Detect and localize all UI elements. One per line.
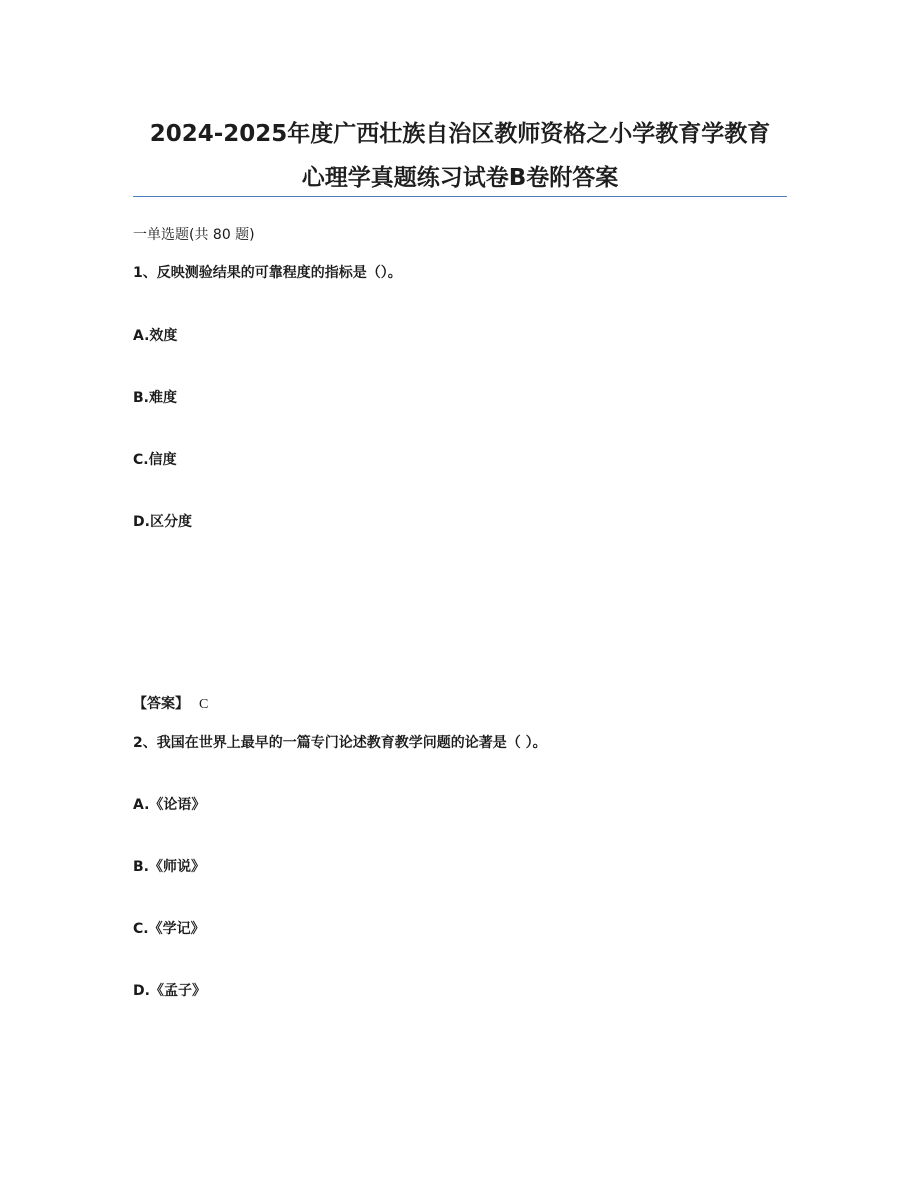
question-2-option-c: C.《学记》 [133, 921, 205, 937]
question-2-option-a: A.《论语》 [133, 797, 206, 813]
question-1-answer [133, 693, 208, 713]
question-1-stem: 1、反映测验结果的可靠程度的指标是（）。 [133, 265, 402, 281]
title-divider [133, 196, 787, 197]
question-1-option-a: A.效度 [133, 328, 178, 344]
question-2-option-b: B.《师说》 [133, 859, 205, 875]
section-heading: 一单选题(共 80 题) [133, 227, 255, 243]
question-1-option-b: B.难度 [133, 390, 177, 406]
question-2-option-d: D.《孟子》 [133, 983, 206, 999]
answer-label: 【答案】 [133, 696, 189, 712]
answer-value: C [199, 697, 209, 712]
question-1-option-c: C.信度 [133, 452, 177, 468]
question-2-stem: 2、我国在世界上最早的一篇专门论述教育教学问题的论著是（ ）。 [133, 735, 547, 751]
document-title-line-1: 2024-2025年度广西壮族自治区教师资格之小学教育学教育 [149, 121, 771, 147]
document-title-line-2: 心理学真题练习试卷B卷附答案 [301, 165, 619, 191]
question-1-option-d: D.区分度 [133, 514, 192, 530]
